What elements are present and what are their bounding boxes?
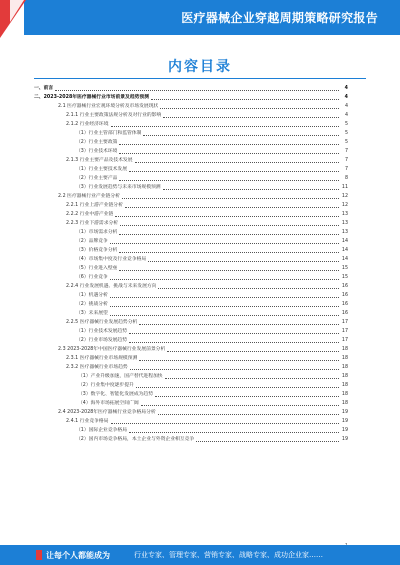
toc-leader-dots	[139, 360, 339, 361]
toc-entry[interactable]	[34, 192, 348, 201]
toc-entry-page: 12	[341, 194, 348, 199]
toc-entry-page: 19	[341, 419, 348, 424]
toc-entry-page: 18	[341, 401, 348, 406]
toc-entry-label: 一、前言	[34, 86, 54, 91]
toc-entry-label: 2.2.5 医疗器械行业发展趋势分析	[66, 320, 138, 325]
toc-leader-dots	[151, 99, 339, 100]
toc-entry-label: （3）数字化、智能化发展成为趋势	[78, 392, 154, 397]
toc-entry[interactable]	[34, 210, 348, 219]
toc-leader-dots	[111, 423, 339, 424]
toc-entry-label: （1）行业主要技术发展	[76, 167, 128, 172]
toc-entry-page: 5	[344, 122, 348, 127]
toc-leader-dots	[119, 234, 339, 235]
toc-leader-dots	[129, 432, 339, 433]
toc-leader-dots	[130, 369, 339, 370]
toc-entry-label: （1）国际企业竞争格局	[76, 428, 128, 433]
toc-leader-dots	[111, 126, 339, 127]
toc-entry[interactable]	[34, 309, 348, 318]
toc-leader-dots	[110, 297, 339, 298]
toc-leader-dots	[196, 441, 339, 442]
toc-entry-label: （3）价格竞争分析	[76, 248, 118, 253]
toc-heading: 内容目录	[168, 59, 232, 75]
toc-entry-page: 14	[341, 257, 348, 262]
toc-entry-label: （6）行业竞争	[76, 275, 108, 280]
toc-leader-dots	[155, 396, 339, 397]
toc-entry-page: 16	[341, 302, 348, 307]
toc-entry-label: 2.2.1 行业上游产业链分析	[66, 203, 123, 208]
toc-leader-dots	[165, 378, 339, 379]
toc-leader-dots	[119, 153, 339, 154]
report-header	[0, 0, 400, 38]
toc-entry-page: 5	[344, 140, 348, 145]
toc-leader-dots	[110, 243, 339, 244]
toc-entry-label: 二、2023-2028年医疗器械行业市场前景及趋势预测	[34, 95, 150, 100]
toc-leader-dots	[136, 387, 339, 388]
toc-entry-label: 2.4.1 行业竞争格局	[66, 419, 109, 424]
toc-entry[interactable]	[34, 147, 348, 156]
toc-entry-label: （5）行业进入壁垒	[76, 266, 118, 271]
toc-entry-page: 18	[341, 374, 348, 379]
toc-divider	[34, 78, 366, 79]
toc-entry-page: 7	[344, 158, 348, 163]
toc-leader-dots	[110, 279, 339, 280]
toc-entry[interactable]	[34, 408, 348, 417]
toc-entry-label: （2）行业集中度逐步提升	[78, 383, 134, 388]
toc-leader-dots	[119, 180, 339, 181]
toc-entry[interactable]	[34, 102, 348, 111]
toc-entry-page: 8	[344, 176, 348, 181]
toc-leader-dots	[141, 405, 339, 406]
toc-leader-dots	[110, 315, 339, 316]
toc-entry-page: 18	[341, 347, 348, 352]
toc-entry[interactable]	[34, 165, 348, 174]
toc-entry-label: （2）行业主要政策	[76, 140, 118, 145]
toc-entry[interactable]	[34, 417, 348, 426]
toc-entry-page: 11	[341, 185, 348, 190]
toc-leader-dots	[119, 144, 339, 145]
toc-entry[interactable]	[34, 363, 348, 372]
toc-leader-dots	[129, 171, 339, 172]
toc-entry[interactable]	[34, 372, 348, 381]
toc-entry-label: 2.2.2 行业中游产业链	[66, 212, 114, 217]
toc-entry-label: （4）市场集中度及行业竞争格局	[76, 257, 147, 262]
toc-entry-label: （1）行业技术发展趋势	[76, 329, 128, 334]
toc-leader-dots	[122, 198, 339, 199]
toc-entry-page: 14	[341, 239, 348, 244]
toc-entry[interactable]	[34, 327, 348, 336]
toc-leader-dots	[139, 324, 339, 325]
toc-entry-page: 19	[341, 428, 348, 433]
toc-entry-label: （3）行业技术环境	[76, 149, 118, 154]
report-title: 医疗器械企业穿越周期策略研究报告	[181, 11, 378, 25]
toc-entry-page: 18	[341, 356, 348, 361]
toc-leader-dots	[167, 351, 339, 352]
toc-entry-page: 14	[341, 248, 348, 253]
toc-entry-label: （3）行业发展趋势与未来市场规模预测	[76, 185, 161, 190]
toc-entry[interactable]	[34, 300, 348, 309]
toc-leader-dots	[55, 90, 339, 91]
toc-entry-label: 2.2.3 行业下游需求分析	[66, 221, 119, 226]
toc-entry-page: 4	[344, 104, 348, 109]
toc-entry[interactable]	[34, 381, 348, 390]
toc-entry[interactable]	[34, 84, 348, 93]
toc-entry[interactable]	[34, 237, 348, 246]
toc-entry-page: 17	[341, 320, 348, 325]
toc-entry[interactable]	[34, 282, 348, 291]
toc-leader-dots	[129, 333, 339, 334]
toc-entry[interactable]	[34, 183, 348, 192]
toc-entry-label: （1）产业升级加速，国产替代进程加快	[78, 374, 163, 379]
toc-entry-label: （1）市场需求分析	[76, 230, 118, 235]
toc-leader-dots	[119, 270, 339, 271]
toc-entry-page: 19	[341, 410, 348, 415]
toc-entry-label: 2.1.1 行业主要政策法规分析及对行业的影响	[66, 113, 162, 118]
toc-entry-label: （2）品牌竞争	[76, 239, 108, 244]
toc-entry[interactable]	[34, 435, 348, 444]
toc-entry-page: 4	[344, 86, 348, 91]
toc-entry-label: 2.1.2 行业经济环境	[66, 122, 109, 127]
toc-entry-page: 15	[341, 266, 348, 271]
toc-entry-page: 13	[341, 212, 348, 217]
toc-entry-page: 7	[344, 167, 348, 172]
toc-entry[interactable]	[34, 120, 348, 129]
toc-entry-page: 19	[341, 437, 348, 442]
toc-entry[interactable]	[34, 318, 348, 327]
toc-entry[interactable]	[34, 219, 348, 228]
toc-entry-label: （4）海外市场拓展空间广阔	[78, 401, 139, 406]
toc-entry[interactable]	[34, 246, 348, 255]
toc-entry[interactable]	[34, 201, 348, 210]
toc-entry-page: 13	[341, 221, 348, 226]
toc-leader-dots	[163, 189, 339, 190]
toc-entry-page: 16	[341, 293, 348, 298]
toc-entry[interactable]	[34, 111, 348, 120]
toc-entry-label: （1）机遇分析	[76, 293, 108, 298]
footer-tagline: 行业专家、管理专家、营销专家、战略专家、成功企业家……	[134, 551, 323, 559]
report-footer	[0, 545, 400, 565]
toc-entry[interactable]	[34, 228, 348, 237]
toc-entry-page: 16	[341, 311, 348, 316]
toc-entry-page: 16	[341, 284, 348, 289]
toc-entry-page: 13	[341, 230, 348, 235]
toc-entry[interactable]	[34, 426, 348, 435]
toc-entry-page: 18	[341, 392, 348, 397]
toc-entry-page: 17	[341, 338, 348, 343]
toc-leader-dots	[158, 414, 339, 415]
toc-leader-dots	[158, 288, 339, 289]
toc-entry[interactable]	[34, 156, 348, 165]
toc-leader-dots	[115, 216, 339, 217]
footer-accent	[36, 550, 42, 560]
toc-entry-label: （2）行业主要产品	[76, 176, 118, 181]
toc-entry[interactable]	[34, 345, 348, 354]
toc-entry-page: 15	[341, 275, 348, 280]
toc-leader-dots	[110, 306, 339, 307]
toc-entry-page: 4	[344, 95, 348, 100]
toc-entry[interactable]	[34, 336, 348, 345]
footer-slogan: 让每个人都能成为	[46, 551, 110, 560]
toc-leader-dots	[143, 135, 339, 136]
toc-leader-dots	[148, 261, 339, 262]
toc-leader-dots	[129, 342, 339, 343]
table-of-contents	[34, 84, 348, 444]
toc-entry-page: 18	[341, 365, 348, 370]
toc-entry-page: 7	[344, 149, 348, 154]
toc-entry[interactable]	[34, 138, 348, 147]
toc-entry-page: 18	[341, 383, 348, 388]
toc-entry-label: （2）行业市场发展趋势	[76, 338, 128, 343]
toc-entry[interactable]	[34, 255, 348, 264]
toc-entry-label: 2.3.2 医疗器械行业市场趋势	[66, 365, 128, 370]
toc-entry[interactable]	[34, 264, 348, 273]
toc-leader-dots	[160, 108, 339, 109]
toc-entry-page: 4	[344, 113, 348, 118]
toc-entry-page: 12	[341, 203, 348, 208]
toc-entry-label: （1）行业主管部门和监管体制	[76, 131, 142, 136]
toc-leader-dots	[125, 207, 339, 208]
toc-entry-label: 2.2 医疗器械行业产业链分析	[58, 194, 120, 199]
toc-entry[interactable]	[34, 291, 348, 300]
toc-leader-dots	[119, 252, 339, 253]
toc-entry-label: 2.3.1 医疗器械行业市场规模预测	[66, 356, 138, 361]
toc-entry[interactable]	[34, 93, 348, 102]
toc-entry[interactable]	[34, 129, 348, 138]
toc-leader-dots	[163, 117, 339, 118]
toc-entry-label: 2.1.3 行业主要产品及技术发展	[66, 158, 133, 163]
toc-entry-label: 2.1 医疗器械行业宏观环境分析及市场发展现状	[58, 104, 159, 109]
toc-entry-page: 5	[344, 131, 348, 136]
toc-entry[interactable]	[34, 390, 348, 399]
toc-entry-label: 2.3 2023-2028年中国医疗器械行业发展前景分析	[58, 347, 166, 352]
toc-entry[interactable]	[34, 174, 348, 183]
toc-entry-label: （2）国内市场竞争格局，本土企业与外资企业相互竞争	[76, 437, 195, 442]
toc-entry[interactable]	[34, 273, 348, 282]
toc-entry-label: 2.2.4 行业发展机遇、挑战与未来发展方向	[66, 284, 157, 289]
toc-entry-label: （3）未来展望	[76, 311, 108, 316]
toc-entry-label: （2）挑战分析	[76, 302, 108, 307]
toc-entry[interactable]	[34, 354, 348, 363]
toc-leader-dots	[120, 225, 339, 226]
toc-entry-label: 2.4 2023-2028年医疗器械行业竞争格局分析	[58, 410, 156, 415]
toc-entry[interactable]	[34, 399, 348, 408]
toc-leader-dots	[135, 162, 340, 163]
toc-entry-page: 17	[341, 329, 348, 334]
